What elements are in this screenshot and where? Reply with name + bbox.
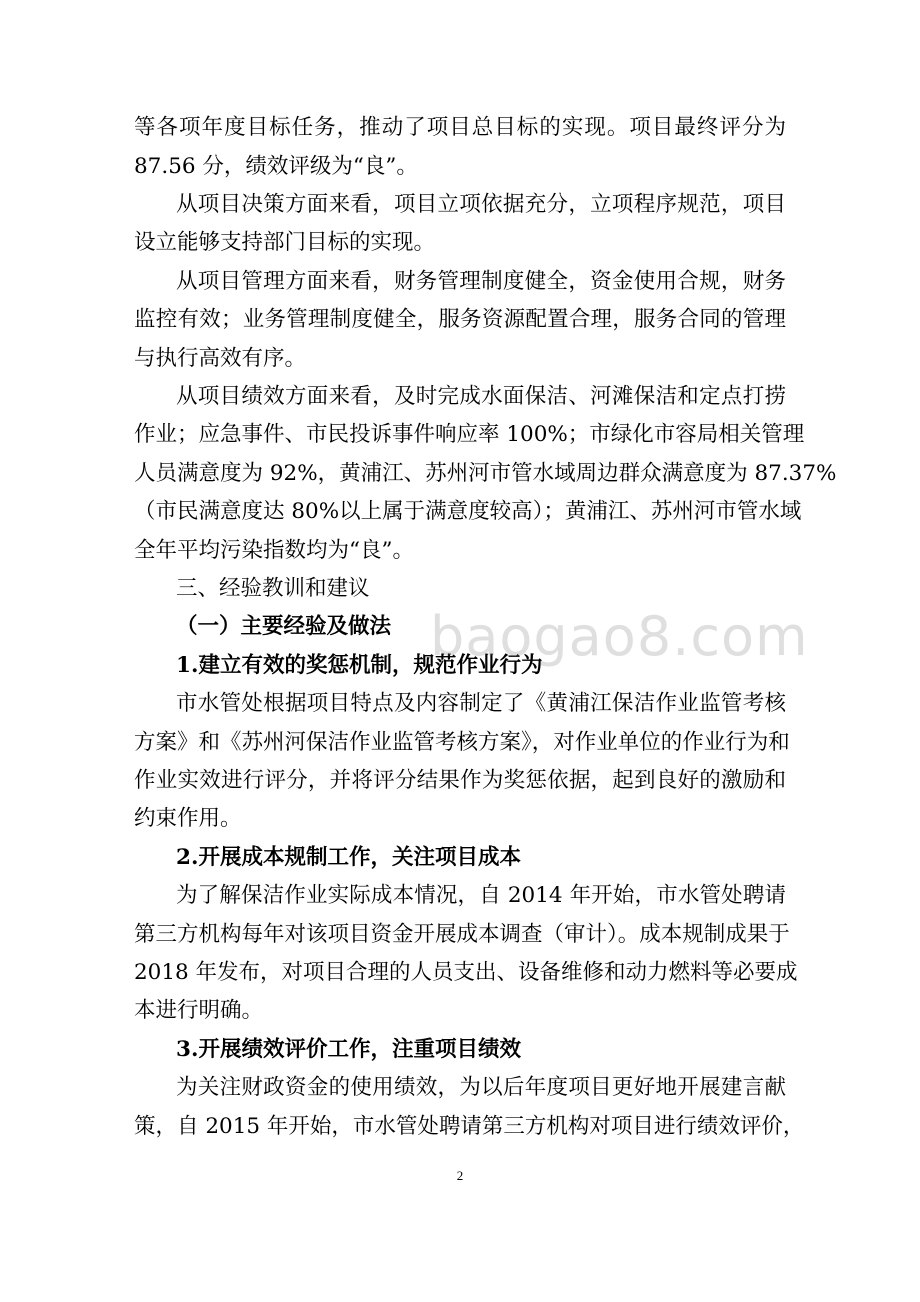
paragraph-line: 为了解保洁作业实际成本情况，自 2014 年开始，市水管处聘请 <box>176 883 786 908</box>
watermark: baogao8.com <box>430 605 809 668</box>
body-line: （市民满意度达 80%以上属于满意度较高）；黄浦江、苏州河市管水域 <box>134 499 802 524</box>
paragraph-line: 为关注财政资金的使用绩效，为以后年度项目更好地开展建言献 <box>176 1075 786 1100</box>
paragraph-management-line: 从项目管理方面来看，财务管理制度健全，资金使用合规，财务 <box>176 269 786 294</box>
body-line: 人员满意度为 92%，黄浦江、苏州河市管水域周边群众满意度为 87.37% <box>134 461 837 486</box>
page-number: 2 <box>456 1168 464 1183</box>
paragraph-decision-line: 从项目决策方面来看，项目立项依据充分，立项程序规范，项目 <box>176 192 786 217</box>
body-line: 87.56 分，绩效评级为“良”。 <box>134 154 418 179</box>
item-heading-1: 1.建立有效的奖惩机制，规范作业行为 <box>176 653 543 678</box>
body-line: 全年平均污染指数均为“良”。 <box>134 538 414 563</box>
body-line: 策，自 2015 年开始，市水管处聘请第三方机构对项目进行绩效评价， <box>134 1114 805 1139</box>
item-heading-3: 3.开展绩效评价工作，注重项目绩效 <box>176 1037 521 1062</box>
body-line: 2018 年发布，对项目合理的人员支出、设备维修和动力燃料等必要成 <box>134 960 798 985</box>
subsection-heading: （一）主要经验及做法 <box>176 614 392 639</box>
body-line: 作业实效进行评分，并将评分结果作为奖惩依据，起到良好的激励和 <box>134 768 786 793</box>
body-line: 设立能够支持部门目标的实现。 <box>134 230 436 255</box>
body-line: 方案》和《苏州河保洁作业监管考核方案》，对作业单位的作业行为和 <box>134 730 790 755</box>
section-heading: 三、经验教训和建议 <box>176 576 370 601</box>
item-heading-2: 2.开展成本规制工作，关注项目成本 <box>176 845 521 870</box>
body-line: 监控有效；业务管理制度健全，服务资源配置合理，服务合同的管理 <box>134 307 786 332</box>
paragraph-line: 市水管处根据项目特点及内容制定了《黄浦江保洁作业监管考核 <box>176 691 786 716</box>
body-line: 等各项年度目标任务，推动了项目总目标的实现。项目最终评分为 <box>134 115 786 140</box>
paragraph-performance-line: 从项目绩效方面来看，及时完成水面保洁、河滩保洁和定点打捞 <box>176 384 786 409</box>
body-line: 第三方机构每年对该项目资金开展成本调查（审计）。成本规制成果于 <box>134 922 790 947</box>
body-line: 约束作用。 <box>134 806 242 831</box>
body-line: 作业；应急事件、市民投诉事件响应率 100%；市绿化市容局相关管理 <box>134 422 805 447</box>
body-line: 与执行高效有序。 <box>134 346 307 371</box>
body-line: 本进行明确。 <box>134 998 264 1023</box>
